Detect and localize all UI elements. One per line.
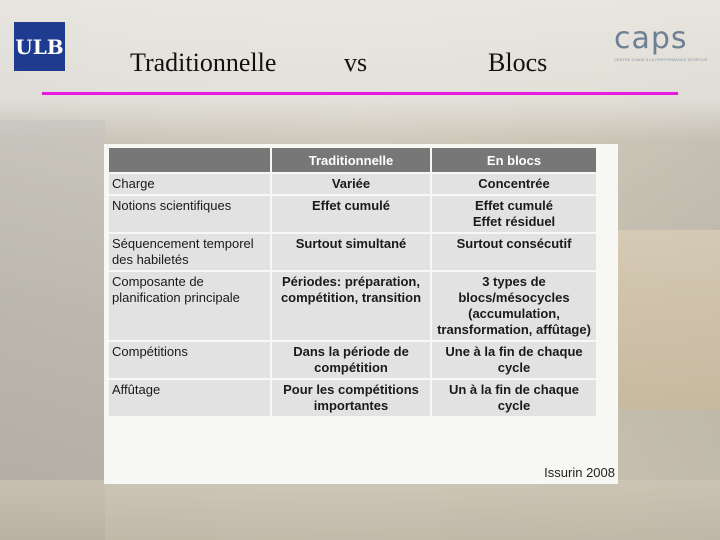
row-label-cell: Charge [109,174,270,194]
traditionnelle-cell: Pour les compétitions importantes [272,380,430,416]
row-label-cell: Compétitions [109,342,270,378]
comparison-table [107,146,598,418]
caps-logo-subtitle: CENTRE D'AIDE À LA PERFORMANCE SPORTIVE [614,57,708,62]
caps-logo-word: caps [614,21,688,56]
en-blocs-cell: Effet cumulé Effet résiduel [432,196,596,232]
background-stairs [610,230,720,410]
en-blocs-cell: Surtout consécutif [432,234,596,270]
traditionnelle-cell: Variée [272,174,430,194]
en-blocs-cell: Concentrée [432,174,596,194]
comparison-table-panel [104,144,618,484]
traditionnelle-cell: Effet cumulé [272,196,430,232]
row-label-cell: Composante de planification principale [109,272,270,340]
table-row [109,174,596,194]
header-cell-en-blocs: En blocs [432,148,596,172]
title-underline [42,92,678,95]
en-blocs-cell: Une à la fin de chaque cycle [432,342,596,378]
row-label-cell: Affûtage [109,380,270,416]
table-row [109,342,596,378]
title-traditionnelle: Traditionnelle [130,48,277,77]
en-blocs-cell: 3 types de blocs/mésocycles (accumulation, transformation, affûtage) [432,272,596,340]
ulb-logo [14,22,65,71]
table-header-row [109,148,596,172]
title-blocs: Blocs [488,48,548,77]
background-wall [0,120,105,540]
traditionnelle-cell: Périodes: préparation, compétition, transition [272,272,430,340]
caps-logo [614,21,708,68]
header-cell-traditionnelle: Traditionnelle [272,148,430,172]
traditionnelle-cell: Surtout simultané [272,234,430,270]
header-cell-empty [109,148,270,172]
table-row [109,234,596,270]
table-row [109,380,596,416]
table-row [109,272,596,340]
title-vs: vs [344,48,368,77]
background-floor [0,480,720,540]
row-label-cell: Séquencement temporel des habiletés [109,234,270,270]
table-row [109,196,596,232]
ulb-logo-text: ULB [15,34,64,59]
row-label-cell: Notions scientifiques [109,196,270,232]
en-blocs-cell: Un à la fin de chaque cycle [432,380,596,416]
source-citation: Issurin 2008 [544,465,615,480]
traditionnelle-cell: Dans la période de compétition [272,342,430,378]
